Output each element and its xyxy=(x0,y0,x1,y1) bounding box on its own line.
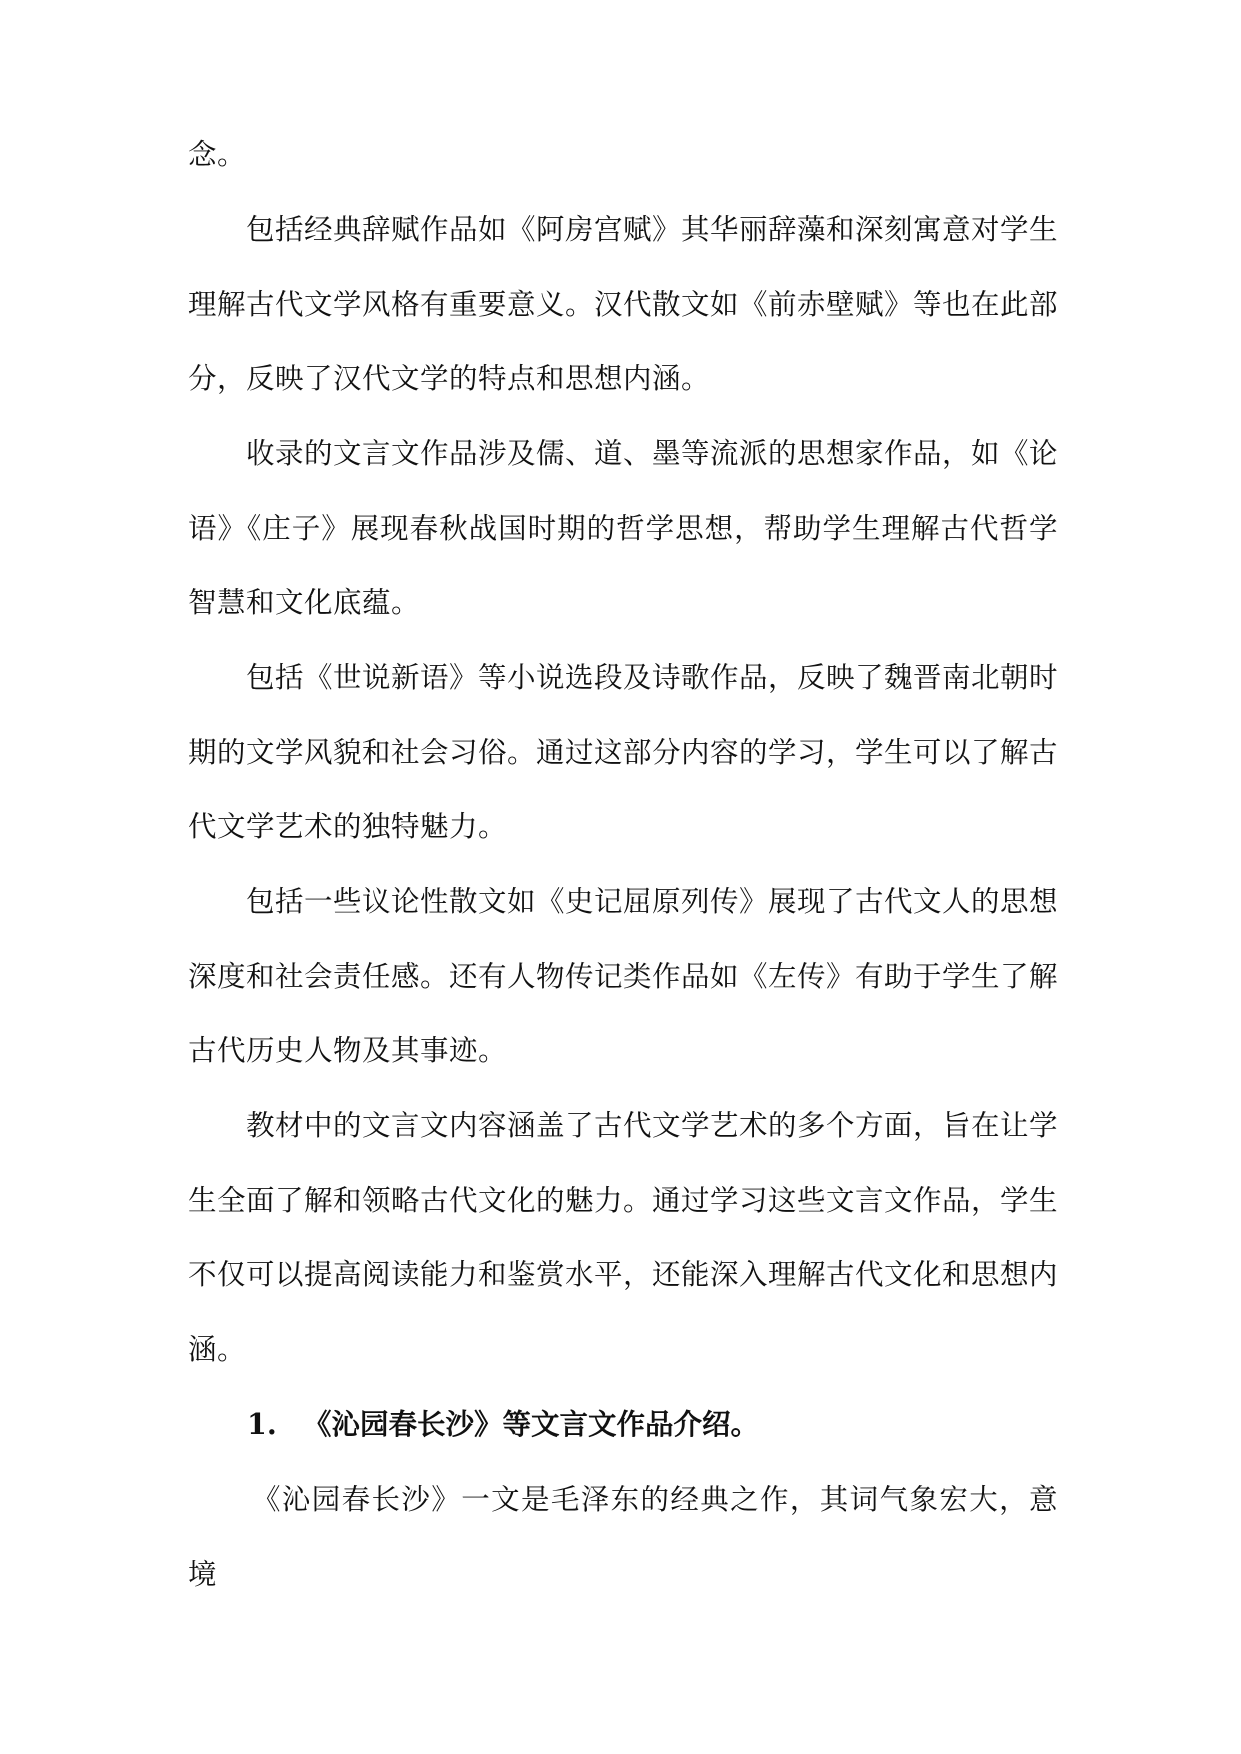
paragraph-shishuo-xinyu: 包括《世说新语》等小说选段及诗歌作品，反映了魏晋南北朝时期的文学风貌和社会习俗。通过这部分内容的学习，学生可以了解古代文学艺术的独特魅力。 xyxy=(188,661,1059,843)
heading-number: 1. xyxy=(247,1407,277,1441)
paragraph-thinkers: 收录的文言文作品涉及儒、道、墨等流派的思想家作品，如《论语》《庄子》展现春秋战国时期的哲学思想，帮助学生理解古代哲学智慧和文化底蕴。 xyxy=(188,437,1059,619)
paragraph-qinyuanchun: 《沁园春长沙》一文是毛泽东的经典之作，其词气象宏大，意境 xyxy=(188,1483,1058,1591)
paragraph-ci-fu: 包括经典辞赋作品如《阿房宫赋》其华丽辞藻和深刻寓意对学生理解古代文学风格有重要意义。汉代散文如《前赤壁赋》等也在此部分，反映了汉代文学的特点和思想内涵。 xyxy=(188,213,1059,395)
paragraph-argumentative-prose: 包括一些议论性散文如《史记屈原列传》展现了古代文人的思想深度和社会责任感。还有人物传记类作品如《左传》有助于学生了解古代历史人物及其事迹。 xyxy=(188,885,1059,1067)
section-heading xyxy=(247,1387,1058,1462)
continuation-line: 念。 xyxy=(188,138,247,171)
paragraph-summary: 教材中的文言文内容涵盖了古代文学艺术的多个方面，旨在让学生全面了解和领略古代文化的魅力。通过学习这些文言文作品，学生不仅可以提高阅读能力和鉴赏水平，还能深入理解古代文化和思想内涵。 xyxy=(188,1109,1059,1366)
heading-text: 《沁园春长沙》等文言文作品介绍。 xyxy=(303,1407,760,1441)
